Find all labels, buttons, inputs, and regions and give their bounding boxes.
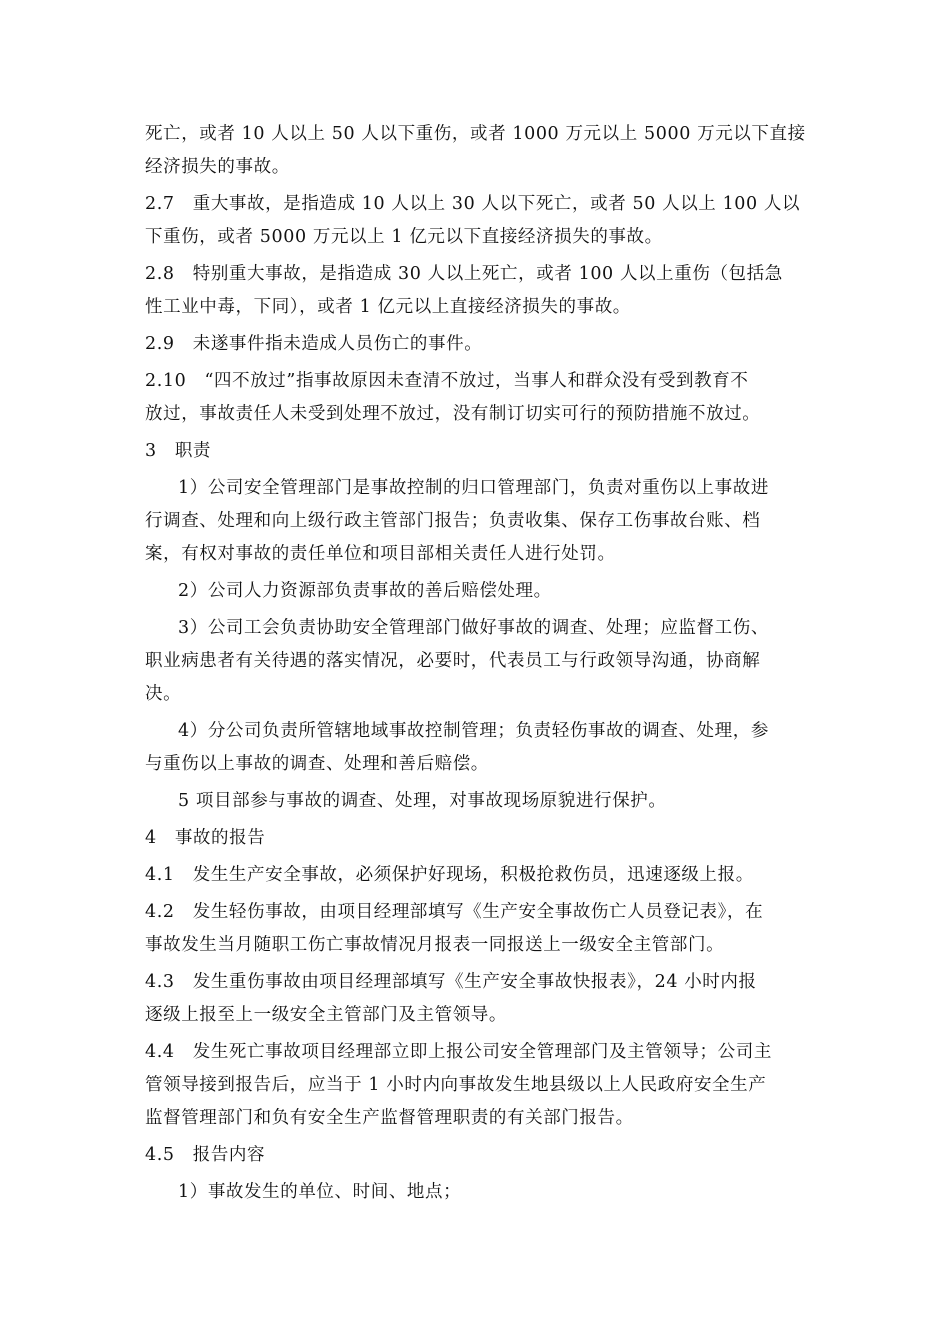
text-line: 职业病患者有关待遇的落实情况，必要时，代表员工与行政领导沟通，协商解 bbox=[145, 651, 761, 671]
text-line: 4 事故的报告 bbox=[145, 828, 266, 848]
text-line: 性工业中毒，下同），或者 1 亿元以上直接经济损失的事故。 bbox=[145, 297, 631, 317]
text-line: 4.4 发生死亡事故项目经理部立即上报公司安全管理部门及主管领导；公司主 bbox=[145, 1042, 772, 1062]
text-line: 4.2 发生轻伤事故，由项目经理部填写《生产安全事故伤亡人员登记表》，在 bbox=[145, 902, 764, 922]
text-line: 2.7 重大事故，是指造成 10 人以上 30 人以下死亡，或者 50 人以上 100 人以 bbox=[145, 194, 801, 214]
text-line: 与重伤以上事故的调查、处理和善后赔偿。 bbox=[145, 754, 489, 774]
text-line: 2.8 特别重大事故，是指造成 30 人以上死亡，或者 100 人以上重伤（包括急 bbox=[145, 264, 783, 284]
text-line: 逐级上报至上一级安全主管部门及主管领导。 bbox=[145, 1005, 507, 1025]
text-line: 2.10 “四不放过”指事故原因未查清不放过，当事人和群众没有受到教育不 bbox=[145, 371, 749, 391]
text-line: 2）公司人力资源部负责事故的善后赔偿处理。 bbox=[178, 581, 552, 601]
text-line: 决。 bbox=[145, 684, 182, 704]
text-line: 监督管理部门和负有安全生产监督管理职责的有关部门报告。 bbox=[145, 1108, 634, 1128]
text-line: 死亡，或者 10 人以上 50 人以下重伤，或者 1000 万元以上 5000 万元以下直接 bbox=[145, 124, 806, 144]
text-line: 经济损失的事故。 bbox=[145, 157, 290, 177]
text-line: 下重伤，或者 5000 万元以上 1 亿元以下直接经济损失的事故。 bbox=[145, 227, 663, 247]
text-line: 放过，事故责任人未受到处理不放过，没有制订切实可行的预防措施不放过。 bbox=[145, 404, 761, 424]
text-line: 4）分公司负责所管辖地域事故控制管理；负责轻伤事故的调查、处理，参 bbox=[178, 721, 769, 741]
text-line: 管领导接到报告后，应当于 1 小时内向事故发生地县级以上人民政府安全生产 bbox=[145, 1075, 767, 1095]
document-body bbox=[145, 118, 810, 1209]
text-line: 2.9 未遂事件指未造成人员伤亡的事件。 bbox=[145, 334, 483, 354]
text-line: 3 职责 bbox=[145, 441, 212, 461]
text-line: 5 项目部参与事故的调查、处理，对事故现场原貌进行保护。 bbox=[178, 791, 667, 811]
text-line: 事故发生当月随职工伤亡事故情况月报表一同报送上一级安全主管部门。 bbox=[145, 935, 725, 955]
text-line: 4.3 发生重伤事故由项目经理部填写《生产安全事故快报表》，24 小时内报 bbox=[145, 972, 757, 992]
text-line: 4.5 报告内容 bbox=[145, 1145, 266, 1165]
text-line: 行调查、处理和向上级行政主管部门报告；负责收集、保存工伤事故台账、档 bbox=[145, 511, 761, 531]
text-line: 案，有权对事故的责任单位和项目部相关责任人进行处罚。 bbox=[145, 544, 616, 564]
text-line: 1）公司安全管理部门是事故控制的归口管理部门，负责对重伤以上事故进 bbox=[178, 478, 769, 498]
text-line: 3）公司工会负责协助安全管理部门做好事故的调查、处理；应监督工伤、 bbox=[178, 618, 769, 638]
text-line: 1）事故发生的单位、时间、地点； bbox=[178, 1182, 462, 1202]
text-line: 4.1 发生生产安全事故，必须保护好现场，积极抢救伤员，迅速逐级上报。 bbox=[145, 865, 754, 885]
